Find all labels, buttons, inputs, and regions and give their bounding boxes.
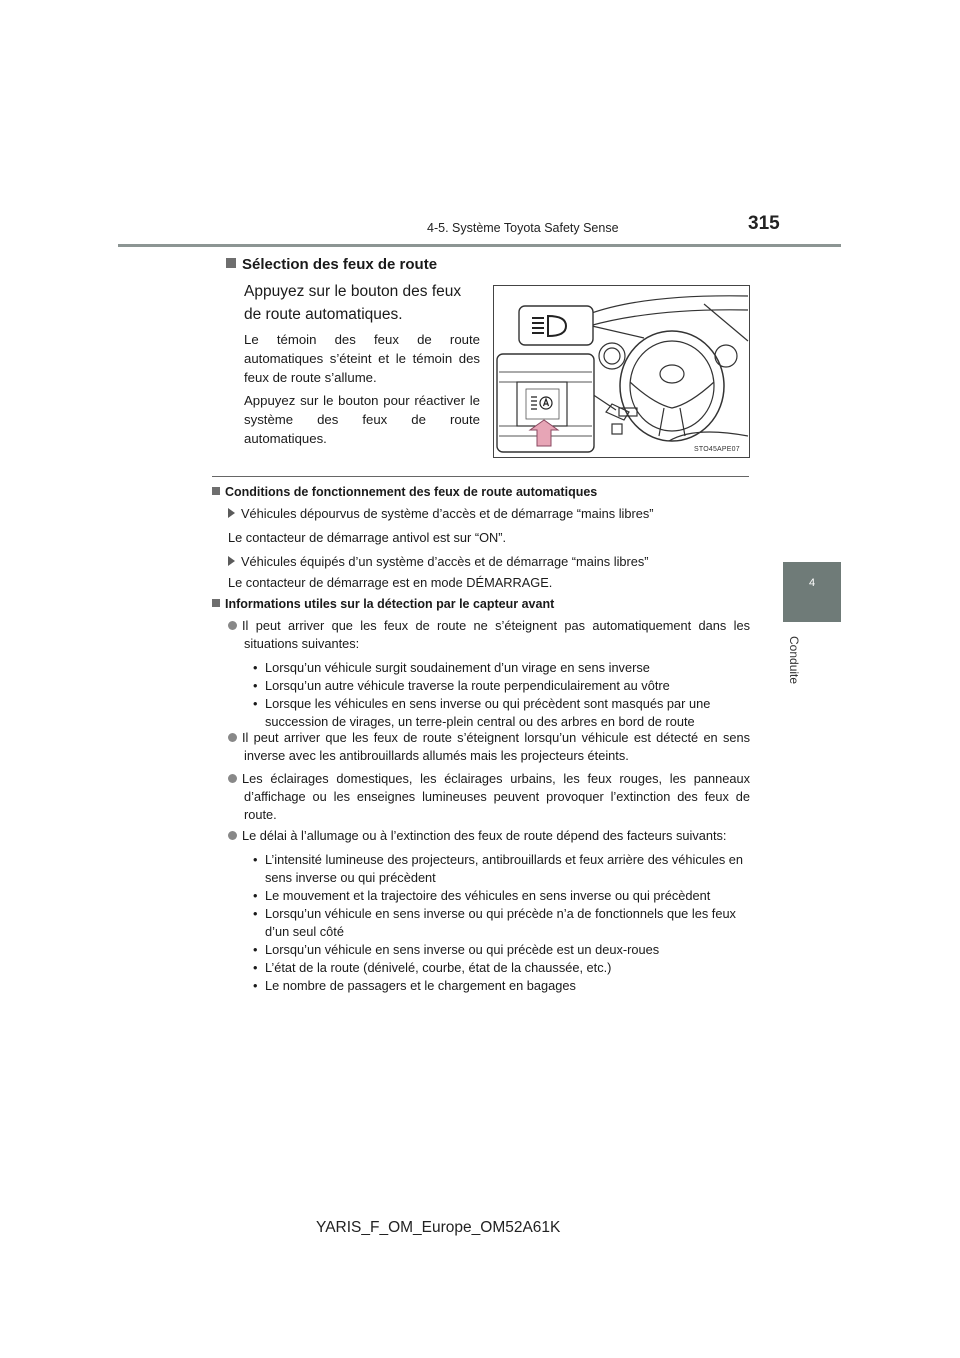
- square-bullet-icon: [226, 258, 236, 268]
- case2-title: Véhicules équipés d’un système d’accès et de démarrage “mains libres”: [241, 554, 649, 569]
- steering-wheel-inner: [630, 341, 714, 431]
- info-bullet-3: [228, 770, 750, 824]
- wheel-spoke: [630, 382, 714, 408]
- steering-wheel: [620, 331, 724, 441]
- triangle-marker-icon: [228, 508, 235, 518]
- explanation-paragraph-1: Le témoin des feux de route automatiques s’éteint et le témoin des feux de route s’allume.: [244, 332, 480, 385]
- section-heading: [226, 256, 437, 273]
- case2-heading: [228, 553, 649, 571]
- list-item: • Lorsqu’un véhicule en sens inverse ou qui précède est un deux-roues: [244, 941, 744, 959]
- circle-bullet-icon: [228, 621, 237, 630]
- chapter-label-text: Conduite: [787, 636, 801, 685]
- case2-text: Le contacteur de démarrage est en mode DÉMARRAGE.: [228, 575, 553, 590]
- chapter-tab-number: 4: [808, 577, 816, 589]
- indicator-callout-box: [519, 306, 593, 345]
- case1-title: Véhicules dépourvus de système d’accès et de démarrage “mains libres”: [241, 506, 654, 521]
- right-gauge: [715, 345, 737, 367]
- list-item: • L’état de la route (dénivelé, courbe, état de la chaussée, etc.): [244, 959, 744, 977]
- case1-text: Le contacteur de démarrage antivol est sur “ON”.: [228, 530, 507, 545]
- square-bullet-icon: [212, 599, 220, 607]
- document-code: YARIS_F_OM_Europe_OM52A61K: [316, 1219, 561, 1236]
- info-bullet-3-text: Les éclairages domestiques, les éclairages urbains, les feux rouges, les panneaux d’affichage ou les enseignes lumineuses peuvent provoquer l’extinction des feux de route.: [242, 771, 750, 822]
- dashboard-illustration: [493, 285, 750, 458]
- info-heading: [212, 597, 554, 611]
- list-item: • L’intensité lumineuse des projecteurs, antibrouillards et feux arrière des véhicules en sens inverse ou qui précèdent: [244, 851, 744, 887]
- column-lines: [659, 408, 685, 436]
- callout-line-top: [592, 326, 644, 338]
- chapter-label: [787, 636, 807, 685]
- info-bullet-2-text: Il peut arriver que les feux de route s’éteignent lorsqu’un véhicule est détecté en sens inverse avec les antibrouillards allumés mais les projecteurs éteints.: [242, 730, 750, 763]
- list-item: • Le mouvement et la trajectoire des véhicules en sens inverse ou qui précèdent: [244, 887, 744, 905]
- info-bullet-2: [228, 729, 750, 765]
- case1-heading: [228, 505, 654, 523]
- info-bullet-1: [228, 617, 750, 731]
- triangle-marker-icon: [228, 556, 235, 566]
- section-title: Sélection des feux de route: [242, 256, 438, 273]
- info-bullet-4: [228, 827, 750, 995]
- square-bullet-icon: [212, 487, 220, 495]
- running-header: 4-5. Système Toyota Safety Sense: [427, 221, 619, 235]
- page-number: 315: [748, 213, 780, 234]
- dash-top-line: [589, 296, 748, 314]
- instruction-text: Appuyez sur le bouton des feux de route automatiques.: [244, 283, 462, 323]
- info-bullet-4-text: Le délai à l’allumage ou à l’extinction des feux de route dépend des facteurs suivants:: [242, 828, 727, 843]
- figure-code: STO45APE07: [694, 446, 740, 453]
- steering-hub: [660, 365, 684, 383]
- circle-bullet-icon: [228, 831, 237, 840]
- explanation-paragraph-2: Appuyez sur le bouton pour réactiver le système des feux de route automatiques.: [244, 393, 480, 446]
- dash-line-2: [589, 310, 748, 326]
- list-item: • Lorsque les véhicules en sens inverse ou qui précèdent sont masqués par une succession de virages, un terre-plein central ou des arbres en bord de route: [244, 695, 744, 731]
- header-rule: [118, 244, 841, 247]
- chapter-tab: [783, 562, 841, 622]
- circle-bullet-icon: [228, 774, 237, 783]
- list-item: • Lorsqu’un véhicule surgit soudainement d’un virage en sens inverse: [244, 659, 744, 677]
- list-item: • Lorsqu’un véhicule en sens inverse ou qui précède n’a de fonctionnels que les feux d’un seul côté: [244, 905, 744, 941]
- conditions-heading: [212, 485, 597, 499]
- conditions-title: Conditions de fonctionnement des feux de route automatiques: [225, 485, 598, 499]
- left-gauge: [599, 343, 625, 369]
- info-bullet-4-list: [244, 851, 744, 995]
- circle-bullet-icon: [228, 733, 237, 742]
- list-item: • Lorsqu’un autre véhicule traverse la route perpendiculairement au vôtre: [244, 677, 744, 695]
- info-bullet-1-list: [244, 659, 744, 731]
- callout-line-bottom: [592, 394, 616, 410]
- dashboard-drawing: [494, 286, 749, 457]
- section-divider: [212, 476, 749, 477]
- info-title: Informations utiles sur la détection par le capteur avant: [225, 597, 555, 611]
- list-item: • Le nombre de passagers et le chargement en bagages: [244, 977, 744, 995]
- info-bullet-1-text: Il peut arriver que les feux de route ne s’éteignent pas automatiquement dans les situations suivantes:: [242, 618, 750, 651]
